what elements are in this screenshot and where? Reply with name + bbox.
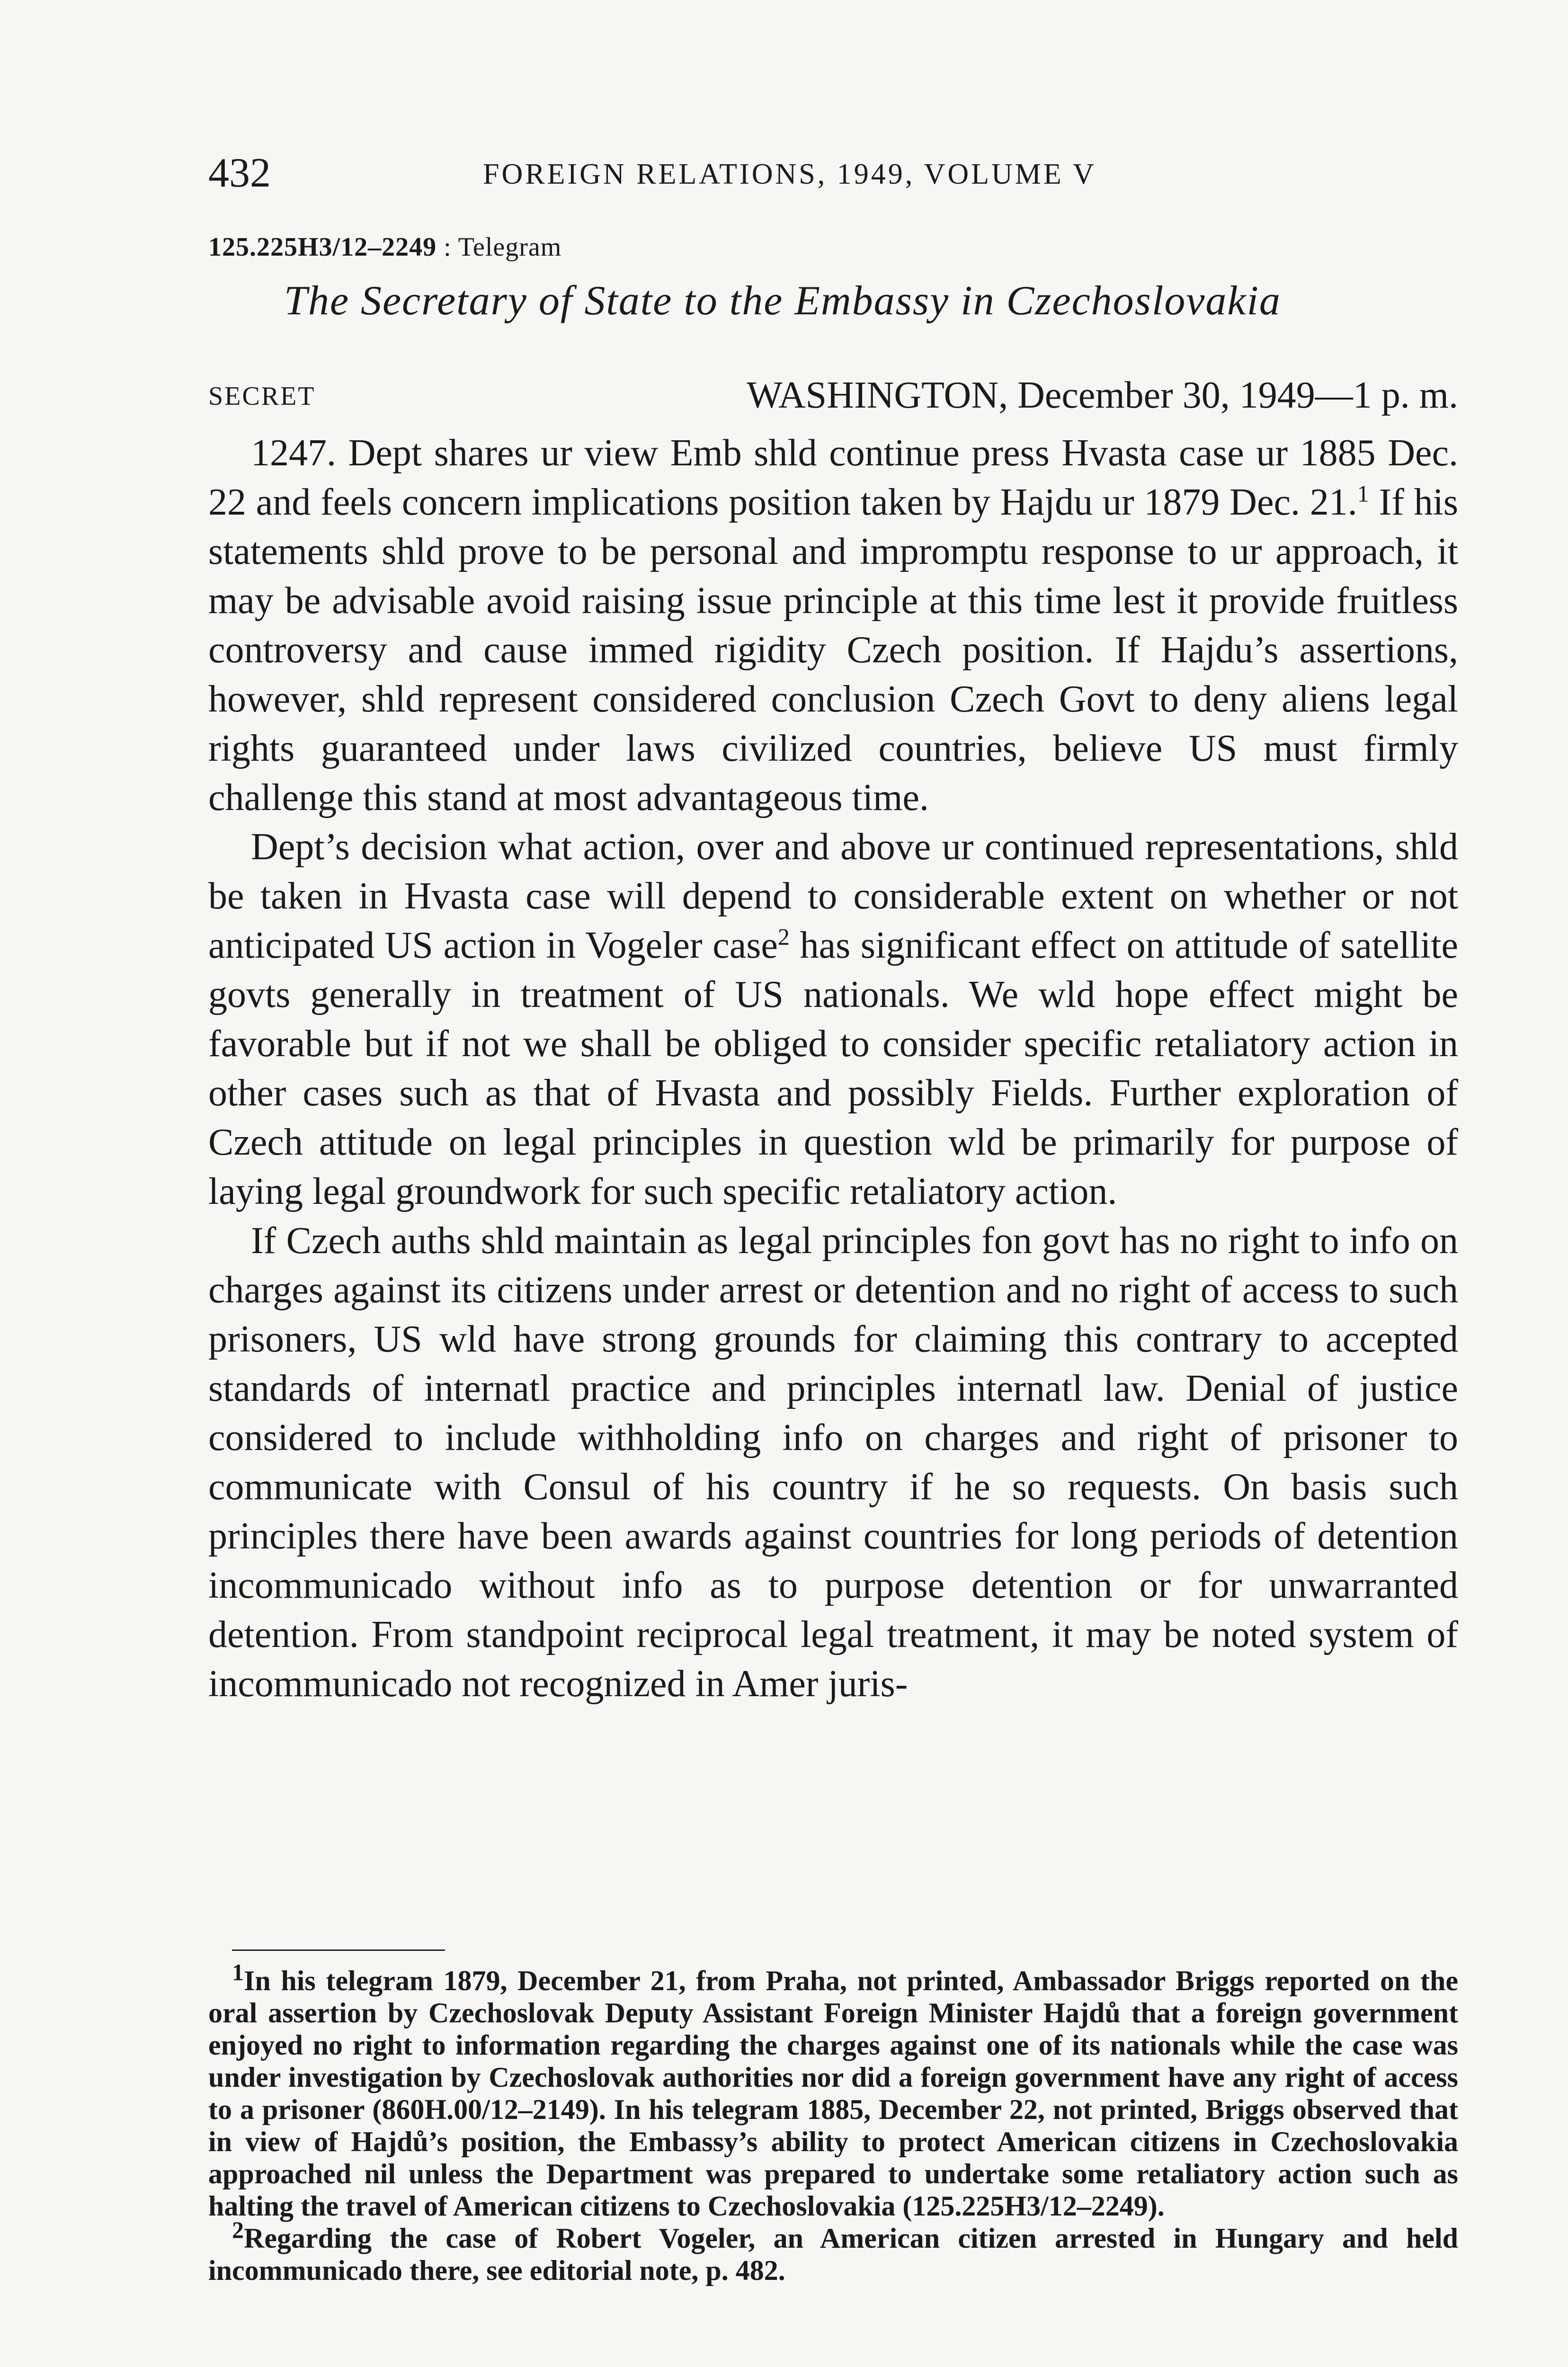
body-paragraph-1-part-b: If his statements shld prove to be personal and impromptu response to ur approach, it may be advisable avoid raising issue principle at this time lest it provide fruitless controversy and cause immed rigidity Czech position. If Hajdu’s assertions, however, shld represent considered conclusion Czech Govt to deny aliens legal rights guaranteed under laws civilized countries, believe US must firmly challenge this stand at most advantageous time. [208,481,1459,819]
footnotes [208,1959,1458,2287]
footnote-marker-2: 2 [232,2216,244,2243]
body-paragraph-1-part-a: 1247. Dept shares ur view Emb shld continue press Hvasta case ur 1885 Dec. 22 and feels concern implications position taken by Hajdu ur 1879 Dec. 21. [208,432,1458,523]
addressee-heading: The Secretary of State to the Embassy in Czechoslovakia [284,278,1281,324]
footnote-2 [208,2216,1458,2287]
footnote-1 [208,1959,1458,2222]
footnote-2-text: Regarding the case of Robert Vogeler, an American citizen arrested in Hungary and held incommunicado there, see editorial note, p. 482. [208,2223,1458,2286]
dateline: WASHINGTON, December 30, 1949—1 p. m. [747,374,1458,416]
file-number: 125.225H3/12–2249 [208,232,437,262]
footnote-1-text: In his telegram 1879, December 21, from Praha, not printed, Ambassador Briggs reported on the oral assertion by Czechoslovak Deputy Assistant Foreign Minister Hajdů that a foreign government enjoyed no right to information regarding the charges against one of its nationals while the case was under investigation by Czechoslovak authorities nor did a foreign government have any right of access to a prisoner (860H.00/12–2149). In his telegram 1885, December 22, not printed, Briggs observed that in view of Hajdů’s position, the Embassy’s ability to protect American citizens in Czechoslovakia approached nil unless the Department was prepared to undertake some retaliatory action such as halting the travel of American citizens to Czechoslovakia (125.225H3/12–2249). [208,1965,1458,2222]
footnote-ref-1: 1 [1357,480,1369,507]
footnote-ref-2: 2 [777,923,790,950]
page-number: 432 [208,150,271,196]
body-paragraph-2-part-b: has significant effect on attitude of satellite govts generally in treatment of US nationals. We wld hope effect might be favorable but if not we shall be obliged to consider specific retaliatory action in other cases such as that of Hvasta and possibly Fields. Further exploration of Czech attitude on legal principles in question wld be primarily for purpose of laying legal groundwork for such specific retaliatory action. [208,925,1459,1212]
classification-line [208,374,1458,421]
classification-label: SECRET [208,382,316,411]
body-paragraph-2-part-a: Dept’s decision what action, over and above ur continued representations, shld be taken in Hvasta case will depend to considerable extent on whether or not anticipated US action in Vogeler case [208,826,1458,966]
page-header [208,149,1458,196]
running-head: FOREIGN RELATIONS, 1949, VOLUME V [483,158,1096,190]
body-paragraph-1 [208,428,1458,822]
body-paragraph-2 [208,822,1458,1216]
body-paragraph-3: If Czech auths shld maintain as legal principles fon govt has no right to info on charges against its citizens under arrest or detention and no right of access to such prisoners, US wld have strong grounds for claiming this contrary to accepted standards of internatl practice and principles internatl law. Denial of justice considered to include withholding info on charges and right of prisoner to communicate with Consul of his country if he so requests. On basis such principles there have been awards against countries for long periods of detention incommunicado without info as to purpose detention or for unwarranted detention. From standpoint reciprocal legal treatment, it may be noted system of incommunicado not recognized in Amer juris- [208,1220,1458,1705]
document-file-number [208,232,561,262]
document-type: : Telegram [444,232,562,262]
telegram-body [208,428,1458,1709]
footnote-divider [232,1949,445,1951]
footnote-marker-1: 1 [232,1959,244,1985]
